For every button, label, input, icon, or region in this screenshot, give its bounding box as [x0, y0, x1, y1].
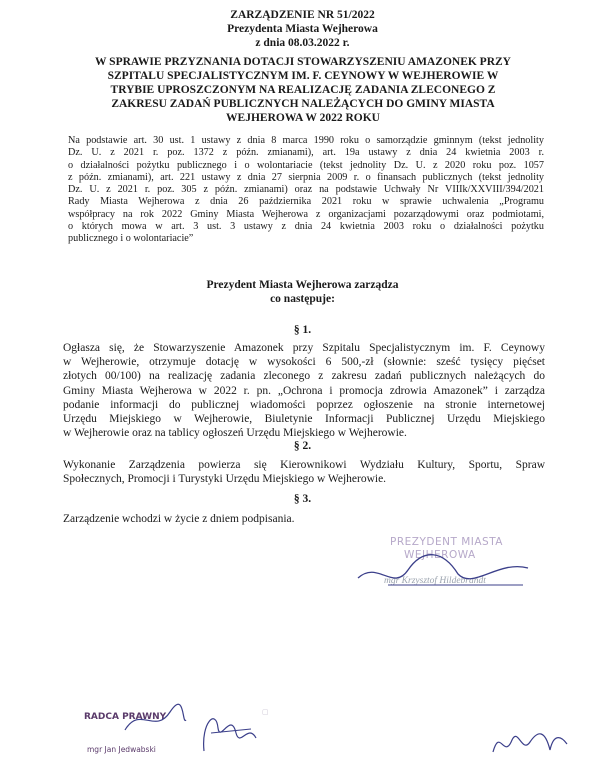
- radca-signature: [120, 700, 190, 740]
- section-1-text: [63, 341, 545, 440]
- paragraph-line: Gminy Miasta Wejherowa w 2022 r. pn. „Ochrona i promocja zdrowia Amazonek” i zarządza: [63, 384, 545, 397]
- section-2-heading: § 2.: [293, 440, 312, 452]
- basis-line: Dz. U. z 2021 r. poz. 305 z późn. zmianami) oraz na podstawie Uchwały Nr VIIIk/XXVIII/394/2021: [68, 184, 544, 196]
- basis-line: o których mowa w art. 3 ust. 3 ustawy z dnia 24 kwietnia 2003 roku o działalności pożytku: [68, 221, 544, 233]
- president-signature: [348, 540, 538, 600]
- paragraph-line: Urzędu Miejskiego w Wejherowie, Biuletynie Informacji Publicznej Urzędu Miejskiego: [63, 413, 545, 426]
- section-3-text: [63, 512, 545, 526]
- title-line: SZPITALU SPECJALISTYCZNYM IM. F. CEYNOWY W WEJHEROWIE W: [107, 70, 499, 82]
- title-line: WEJHEROWA W 2022 ROKU: [226, 112, 380, 124]
- paragraph-line: złotych 00/100) na realizację zadania zleconego z zakresu zadań publicznych należących do: [63, 370, 545, 383]
- basis-line: z późn. zmianami), art. 221 ustawy z dnia 27 sierpnia 2009 r. o finansach publicznych (tekst jednolity: [68, 171, 544, 183]
- decree-line: Prezydent Miasta Wejherowa zarządza: [206, 279, 399, 291]
- faint-stamp: ▢: [262, 708, 269, 716]
- decree-statement: [0, 278, 605, 306]
- decree-title: [78, 55, 528, 125]
- section-2-text: [63, 458, 545, 486]
- stamp-line: PREZYDENT MIASTA: [390, 536, 503, 548]
- stamp-name: mgr Krzysztof Hildebrandt: [384, 576, 486, 586]
- radca-stamp: RADCA PRAWNY: [84, 712, 167, 722]
- basis-line: publicznego i o wolontariacie”: [68, 233, 194, 245]
- basis-line: Na podstawie art. 30 ust. 1 ustawy z dnia 8 marca 1990 roku o samorządzie gminnym (tekst jednolity: [68, 135, 544, 146]
- decree-date: z dnia 08.03.2022 r.: [255, 37, 350, 49]
- basis-line: współpracy na rok 2022 Gminy Miasta Wejherowa z organizacjami pozarządowymi oraz podmiotami,: [68, 208, 544, 220]
- paragraph-line: w Wejherowie oraz na tablicy ogłoszeń Urzędu Miejskiego w Wejherowie.: [63, 427, 407, 440]
- paragraph-line: Zarządzenie wchodzi w życie z dniem podpisania.: [63, 513, 295, 525]
- issuer: Prezydenta Miasta Wejherowa: [227, 23, 378, 35]
- radca-name: mgr Jan Jedwabski: [87, 745, 156, 754]
- stamp-line: WEJHEROWA: [404, 549, 476, 561]
- title-line: W SPRAWIE PRZYZNANIA DOTACJI STOWARZYSZENIU AMAZONEK PRZY: [95, 56, 511, 68]
- paragraph-line: w Wejherowie, otrzymuje dotację w wysokości 6 500,-zł (słownie: sześć tysięcy pięćset: [63, 356, 545, 369]
- basis-line: o działalności pożytku publicznego i o wolontariacie (tekst jednolity Dz. U. z 2020 roku poz. 1057: [68, 159, 544, 171]
- paragraph-line: podanie informacji do publicznej wiadomości poprzez ogłoszenie na stronie internetowej: [63, 398, 545, 411]
- decree-number: ZARZĄDZENIE NR 51/2022: [230, 9, 375, 21]
- secretary-signature: [490, 722, 570, 762]
- paragraph-line: Wykonanie Zarządzenia powierza się Kierownikowi Wydziału Kultury, Sportu, Spraw: [63, 459, 545, 471]
- section-3-heading: § 3.: [293, 493, 312, 505]
- paragraph-line: Społecznych, Promocji i Turystyki Urzędu Miejskiego w Wejherowie.: [63, 473, 387, 486]
- kierownik-signature: [196, 703, 266, 758]
- basis-line: Rady Miasta Wejherowa z dnia 26 października 2021 roku w sprawie uchwalenia „Programu: [68, 196, 544, 208]
- section-1-heading: § 1.: [293, 324, 312, 336]
- legal-basis: [68, 135, 544, 246]
- paragraph-line: Ogłasza się, że Stowarzyszenie Amazonek przy Szpitalu Specjalistycznym im. F. Ceynowy: [63, 342, 545, 354]
- title-line: TRYBIE UPROSZCZONYM NA REALIZACJĘ ZADANIA ZLECONEGO Z: [110, 84, 496, 96]
- basis-line: Dz. U. z 2021 r. poz. 1372 z późn. zmianami), art. 19a ustawy z dnia 24 kwietnia 2003 r.: [68, 147, 544, 159]
- decree-line: co następuje:: [270, 293, 335, 305]
- title-line: ZAKRESU ZADAŃ PUBLICZNYCH NALEŻĄCYCH DO GMINY MIASTA: [111, 98, 495, 110]
